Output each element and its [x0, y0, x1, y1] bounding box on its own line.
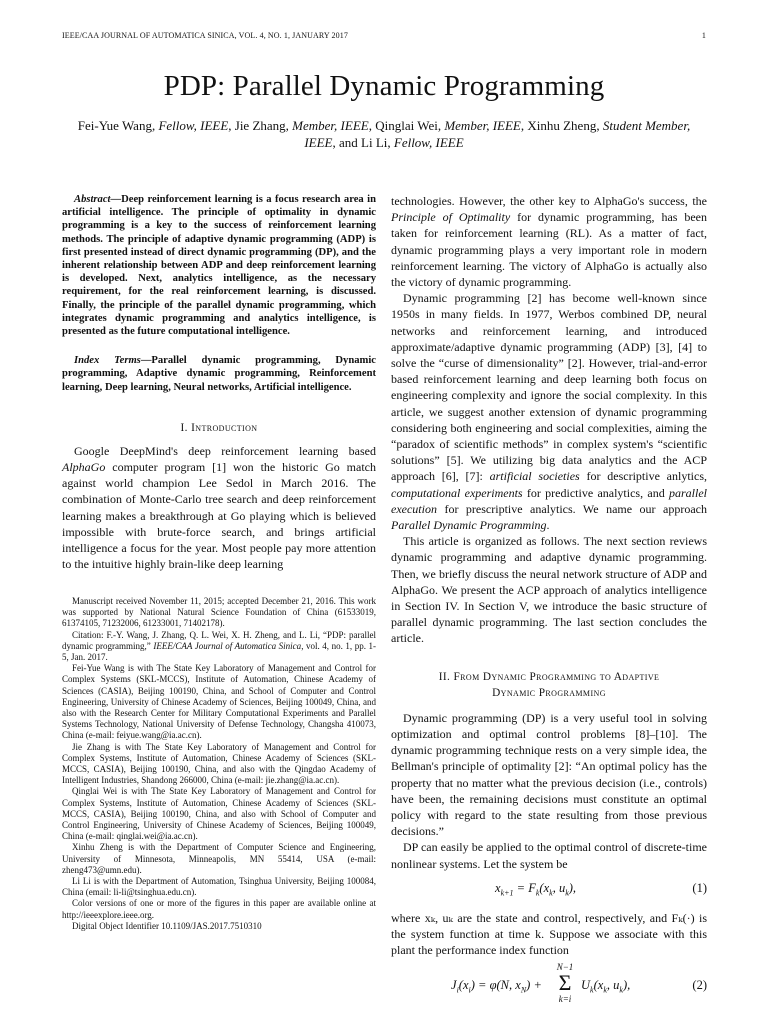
- principle-italic: Principle of Optimality: [391, 210, 511, 225]
- section-numeral: I.: [180, 421, 188, 434]
- text-run: .: [546, 518, 550, 533]
- text-run: technologies. However, the other key to AlphaGo's success, the: [391, 194, 707, 208]
- italic-term: artificial societies: [489, 469, 580, 484]
- text-run: computer program [1] won the historic Go match against world champion Lee Sedol in March 2016. The combination of Monte-Carlo tree search and deep reinforcement learning makes a breakthrough at Go playing which is believed impossible with brute-force search, and brings artificial intelligence a focus for the year. Most people pay more attention to the intuitive highly brain-like deep learning: [62, 460, 376, 572]
- index-terms-text: Parallel dynamic programming, Dynamic programming, Adaptive dynamic programming, Reinforcement learning, Deep learning, Neural networks, Artificial intelligence.: [62, 355, 376, 393]
- text-run: for descriptive anlytics,: [579, 469, 707, 484]
- text-run: , vol. 4, no. 1, pp. 1-5, Jan. 2017.: [62, 640, 376, 663]
- equation-2-rhs: $U_k(x_k$, $u_k$),: [581, 978, 631, 995]
- journal-name: IEEE/CAA JOURNAL OF AUTOMATICA SINICA, VOL. 4, NO. 1, JANUARY 2017: [62, 31, 348, 40]
- dp-paragraph-1: Dynamic programming (DP) is a very useful tool in solving optimization and optimal control problems [8]–[10]. The dynamic programming technique rests on a very simple idea, the Bellman's principle of optimality [2]: “An optimal policy has the property that no matter what the previous decision (i.e., controls) have been, the remaining decisions must constitute an optimal policy with regard to the state resulting from those previous decisions.”: [391, 710, 707, 839]
- section-title: Introduction: [191, 421, 258, 434]
- left-column: [62, 193, 376, 572]
- page-number: 1: [701, 31, 706, 40]
- alphago-italic: AlphaGo: [62, 460, 106, 475]
- equation-1-number: (1): [692, 880, 707, 895]
- equation-1-expression: $x_{k+1} = F_k(x_k$, $u_k$),: [495, 880, 577, 898]
- text-run: Dynamic programming [2] has become well-known since 1950s in many fields. In 1977, Werbos combined DP, neural networks and reinforcement learning, and introduced approximate/adaptive dynamic programming (ADP) [3], [4] to solve the “curse of dimensionality” [2]. However, trial-and-error based reinforcement learning and deep learning both focus on engineering complexity and ignore the social complexity. In this article, we suggest another extension of dynamic programming considering both engineering and social complexities, aiming the “paradox of scientific methods” in complex system's “scientific solutions” [5]. We utilizing big data analytics and the ACP approach [6], [7]:: [391, 291, 707, 484]
- author-list: Fei-Yue Wang, Fellow, IEEE, Jie Zhang, Member, IEEE, Qinglai Wei, Member, IEEE, Xinhu Zheng, Student Member, IEEE, and Li Li, Fellow, IEEE: [77, 118, 691, 150]
- equation-2-lhs: $J_i(x_i) = \varphi(N$, $x_N$) +: [451, 978, 542, 995]
- author-role: Student Member, IEEE: [304, 118, 691, 150]
- footnote-citation: [62, 630, 376, 664]
- footnotes: [62, 596, 376, 932]
- author-role: Fellow, IEEE: [393, 135, 464, 150]
- right-column: [391, 193, 707, 1006]
- author-name: Qinglai Wei: [375, 118, 438, 133]
- footnote-affiliation: Xinhu Zheng is with the Department of Computer Science and Engineering, University of Minnesota, Minneapolis, MN 55414, USA (e-mail: zheng473@umn.edu).: [62, 842, 376, 875]
- dp-paragraph-3: where xₖ, uₖ are the state and control, respectively, and Fₖ(·) is the system function at time k. Suppose we associate with this plant the performance index function: [391, 910, 707, 958]
- section-title-line2: Dynamic Programming: [492, 686, 606, 699]
- equation-2-number: (2): [692, 978, 707, 993]
- abstract-label: Abstract: [74, 194, 111, 205]
- author-role: Fellow, IEEE: [158, 118, 229, 133]
- text-run: for prescriptive analytics. We name our approach: [436, 501, 707, 516]
- index-terms: Index Terms—Parallel dynamic programming, Dynamic programming, Adaptive dynamic programming, Reinforcement learning, Deep learning, Neural networks, Artificial intelligence.: [62, 355, 376, 393]
- abstract-text: Deep reinforcement learning is a focus research area in artificial intelligence. The principle of optimality in dynamic programming is a key to the success of reinforcement learning methods. The principle of adaptive dynamic programming (ADP) is first presented instead of direct dynamic programming (DP), and the inherent relationship between ADP and deep reinforcement learning is developed. Next, analytics intelligence, as the necessary requirement, for the real reinforcement learning, is discussed. Finally, the principle of the parallel dynamic programming, which integrates dynamic programming and analytics intelligence, is presented as the future computational intelligence.: [62, 194, 376, 338]
- section-numeral: II.: [438, 670, 451, 683]
- author-name: Xinhu Zheng: [527, 118, 597, 133]
- italic-term: computational experiments: [391, 485, 523, 500]
- text-run: for dynamic programming, has been taken for reinforcement learning (RL). As a matter of fact, dynamic programming plays a very important role in modern reinforcement learning. The victory of AlphaGo is actually also the victory of dynamic programming.: [391, 210, 708, 290]
- author-role: Member, IEEE: [444, 118, 521, 133]
- intro-paragraph-3: This article is organized as follows. The next section reviews dynamic programming and adaptive dynamic programming. Then, we briefly discuss the neural network structure of ADP and AlphaGo. We present the ACP approach of analytics intelligence in Section IV. In Section V, we introduce the basic structure of parallel dynamic programming. The last section concludes the article.: [391, 534, 707, 646]
- dp-paragraph-2: DP can easily be applied to the optimal control of discrete-time nonlinear systems. Let the system be: [391, 840, 707, 871]
- intro-paragraph-2: [391, 290, 707, 533]
- journal-italic: IEEE/CAA Journal of Automatica Sinica: [153, 640, 302, 651]
- text-run: for predictive analytics, and: [522, 485, 669, 500]
- footnote-color: Color versions of one or more of the figures in this paper are available online at http://ieeexplore.ieee.org.: [62, 898, 376, 920]
- footnote-affiliation: Li Li is with the Department of Automation, Tsinghua University, Beijing 100084, China (email: li-li@tsinghua.edu.cn).: [62, 876, 376, 898]
- paper-title: PDP: Parallel Dynamic Programming: [163, 70, 605, 102]
- equation-1: [391, 878, 707, 902]
- text-run: Google DeepMind's deep reinforcement learning based: [74, 443, 376, 458]
- footnote-affiliation: Jie Zhang is with The State Key Laboratory of Management and Control for Complex Systems, Institute of Automation, Chinese Academy of Sciences (SKL-MCCS, CASIA), Beijing 100190, China, and also with the Qingdao Academy of Intelligent Industries, Shandong 266000, China (e-mail: jie.zhang@ia.ac.cn).: [62, 741, 376, 786]
- author-role: Member, IEEE: [292, 118, 369, 133]
- intro-paragraph: [62, 443, 376, 573]
- footnote-affiliation: Fei-Yue Wang is with The State Key Laboratory of Management and Control for Complex Systems (SKL-MCCS), Institute of Automation, Chinese Academy of Sciences (CASIA), Beijing 100190, China, and School of Computer and Control Engineering, University of Chinese Academy of Sciences, Beijing 100049, China, and also with the Research Center for Military Computational Experiments and Parallel Systems Technology, National University of Defense Technology, Changsha 410073, China (e-mail: feiyue.wang@ia.ac.cn).: [62, 663, 376, 741]
- index-terms-label: Index Terms: [74, 355, 141, 367]
- author-name: Fei-Yue Wang: [77, 118, 152, 133]
- italic-term: parallel execution: [391, 485, 707, 516]
- text-run: Citation: F.-Y. Wang, J. Zhang, Q. L. Wei, X. H. Zheng, and L. Li, “PDP: parallel dynamic programming,”: [62, 629, 376, 651]
- author-name: Li Li: [361, 135, 388, 150]
- intro-continued: [391, 193, 707, 290]
- footnote-doi: Digital Object Identifier 10.1109/JAS.2017.7510310: [72, 920, 262, 931]
- running-header: [62, 31, 706, 43]
- italic-term: Parallel Dynamic Programming: [391, 518, 547, 533]
- footnote-received: Manuscript received November 11, 2015; accepted December 21, 2016. This work was supported by National Natural Science Foundation of China (61533019, 61374105, 71232006, 61233001, 71402178).: [62, 596, 376, 629]
- abstract: Abstract—Deep reinforcement learning is a focus research area in artificial intelligence. The principle of optimality in dynamic programming is a key to the success of reinforcement learning methods. The principle of adaptive dynamic programming (ADP) is first presented instead of direct dynamic programming (DP), and the inherent relationship between ADP and deep reinforcement learning is developed. Next, analytics intelligence, as the necessary requirement, for the real reinforcement learning, is discussed. Finally, the principle of the parallel dynamic programming, which integrates dynamic programming and analytics intelligence, is presented as the future computational intelligence.: [62, 194, 376, 338]
- section-title-line1: From Dynamic Programming to Adaptive: [453, 670, 660, 683]
- equation-2: [391, 962, 707, 1006]
- section-heading-introduction: [62, 422, 376, 434]
- summation-symbol: N−1 Σ k=i: [556, 962, 574, 1005]
- author-name: Jie Zhang: [234, 118, 286, 133]
- section-heading-dp: [391, 669, 707, 701]
- footnote-affiliation: Qinglai Wei is with The State Key Laboratory of Management and Control for Complex Systems, Institute of Automation, Chinese Academy of Sciences (SKL-MCCS, CASIA), Beijing 100190, China, and also with School of Computer and Control Engineering, University of Chinese Academy of Sciences, Beijing 100049, China (e-mail: qinglai.wei@ia.ac.cn).: [62, 786, 376, 842]
